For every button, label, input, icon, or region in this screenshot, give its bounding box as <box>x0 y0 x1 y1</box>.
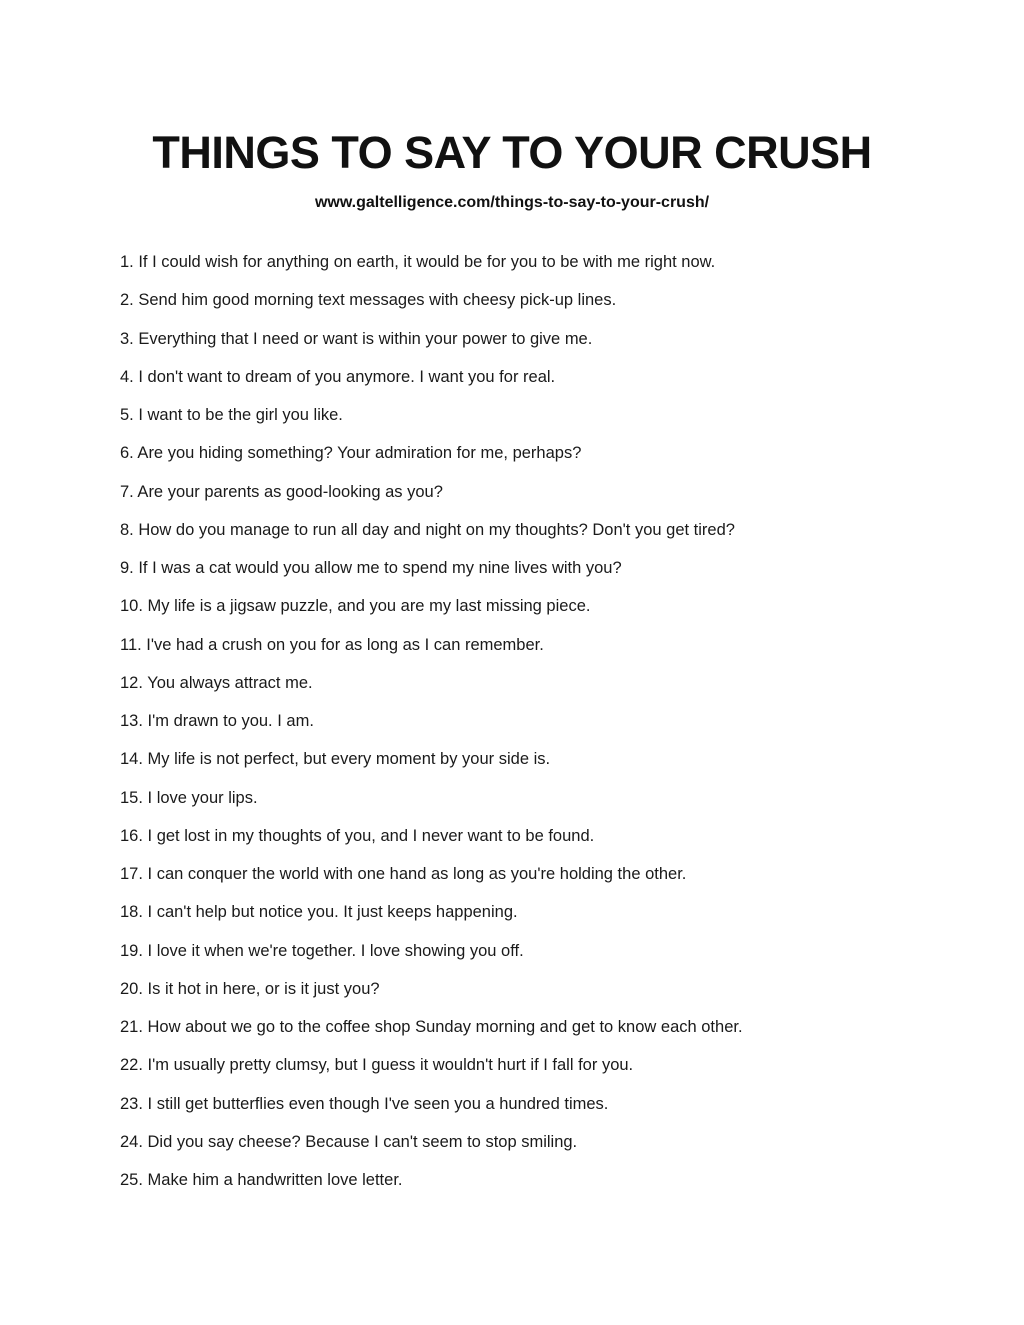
list-item: 9. If I was a cat would you allow me to spend my nine lives with you? <box>120 559 622 577</box>
list-item: 12. You always attract me. <box>120 673 313 692</box>
list-item: 8. How do you manage to run all day and night on my thoughts? Don't you get tired? <box>120 520 735 539</box>
list-item: 5. I want to be the girl you like. <box>120 406 343 424</box>
list-item: 15. I love your lips. <box>120 788 258 807</box>
list-item: 23. I still get butterflies even though I've seen you a hundred times. <box>120 1094 609 1113</box>
list-item: 21. How about we go to the coffee shop Sunday morning and get to know each other. <box>120 1018 743 1036</box>
list-item: 10. My life is a jigsaw puzzle, and you are my last missing piece. <box>120 597 591 616</box>
list-item: 22. I'm usually pretty clumsy, but I guess it wouldn't hurt if I fall for you. <box>120 1056 634 1075</box>
list-item: 24. Did you say cheese? Because I can't seem to stop smiling. <box>120 1132 578 1151</box>
list-item: 19. I love it when we're together. I love showing you off. <box>120 941 524 960</box>
source-url: www.galtelligence.com/things-to-say-to-your-crush/ <box>314 194 710 211</box>
list-item: 4. I don't want to dream of you anymore. I want you for real. <box>120 367 556 386</box>
list-item: 14. My life is not perfect, but every moment by your side is. <box>120 750 551 769</box>
list-item: 3. Everything that I need or want is within your power to give me. <box>120 329 593 348</box>
list-item: 13. I'm drawn to you. I am. <box>120 712 314 730</box>
list-item: 2. Send him good morning text messages with cheesy pick-up lines. <box>120 291 617 310</box>
list-item: 25. Make him a handwritten love letter. <box>120 1171 403 1189</box>
list-item: 16. I get lost in my thoughts of you, and I never want to be found. <box>120 826 595 845</box>
list-item: 17. I can conquer the world with one hand as long as you're holding the other. <box>120 865 687 883</box>
list-item: 11. I've had a crush on you for as long as I can remember. <box>120 635 544 654</box>
phrase-list <box>120 243 743 1199</box>
list-item: 7. Are your parents as good-looking as you? <box>120 482 443 501</box>
list-item: 1. If I could wish for anything on earth, it would be for you to be with me right now. <box>120 253 716 271</box>
page-title: THINGS TO SAY TO YOUR CRUSH <box>152 127 872 178</box>
list-item: 18. I can't help but notice you. It just keeps happening. <box>120 903 518 922</box>
list-item: 20. Is it hot in here, or is it just you? <box>120 979 380 998</box>
list-item: 6. Are you hiding something? Your admiration for me, perhaps? <box>120 444 582 463</box>
